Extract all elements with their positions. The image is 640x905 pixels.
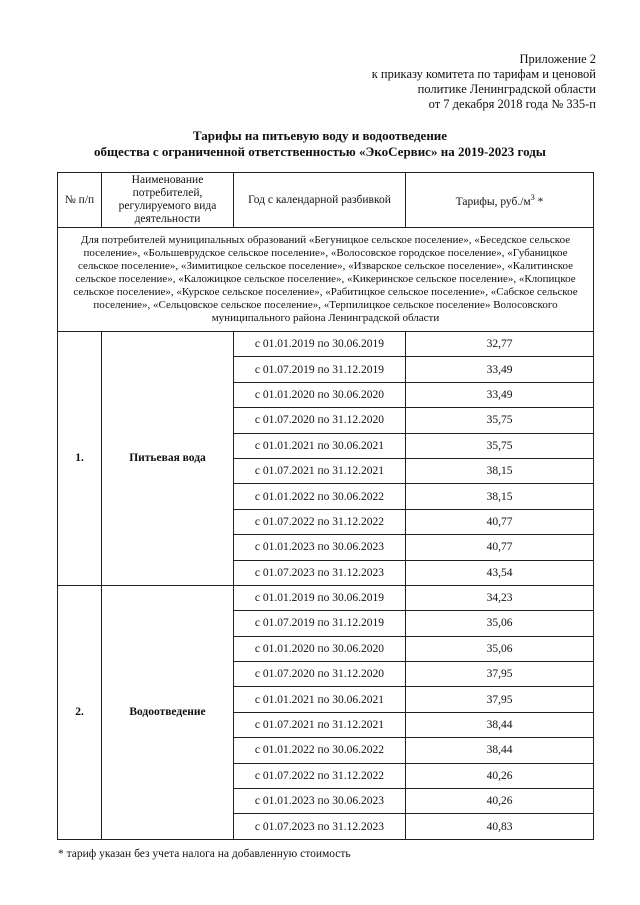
period-cell: с 01.07.2020 по 31.12.2020 <box>234 662 406 687</box>
group-name: Водоотведение <box>102 585 234 839</box>
tariff-cell: 40,26 <box>406 789 594 814</box>
period-cell: с 01.01.2020 по 30.06.2020 <box>234 636 406 661</box>
appendix-line: от 7 декабря 2018 года № 335-п <box>428 97 596 111</box>
header-num: № п/п <box>58 173 102 228</box>
group-number: 2. <box>58 585 102 839</box>
appendix-line: к приказу комитета по тарифам и ценовой <box>371 67 596 81</box>
municipalities-row <box>58 228 594 332</box>
period-cell: с 01.01.2020 по 30.06.2020 <box>234 382 406 407</box>
tariff-cell: 35,75 <box>406 408 594 433</box>
tariff-cell: 40,26 <box>406 763 594 788</box>
appendix-block <box>296 52 596 112</box>
footnote: * тариф указан без учета налога на добавленную стоимость <box>58 848 351 860</box>
tariff-cell: 40,77 <box>406 535 594 560</box>
header-name: Наименование потребителей, регулируемого вида деятельности <box>102 173 234 228</box>
document-title <box>30 128 610 160</box>
period-cell: с 01.01.2022 по 30.06.2022 <box>234 484 406 509</box>
table-header-row <box>58 173 594 228</box>
tariff-cell: 38,44 <box>406 712 594 737</box>
tariff-cell: 35,06 <box>406 611 594 636</box>
table-row <box>58 332 594 357</box>
tariff-cell: 40,77 <box>406 509 594 534</box>
period-cell: с 01.07.2020 по 31.12.2020 <box>234 408 406 433</box>
header-tariff <box>406 173 594 228</box>
tariff-cell: 35,06 <box>406 636 594 661</box>
tariff-cell: 35,75 <box>406 433 594 458</box>
period-cell: с 01.07.2023 по 31.12.2023 <box>234 560 406 585</box>
period-cell: с 01.01.2019 по 30.06.2019 <box>234 332 406 357</box>
tariff-cell: 38,44 <box>406 738 594 763</box>
period-cell: с 01.01.2022 по 30.06.2022 <box>234 738 406 763</box>
tariff-cell: 32,77 <box>406 332 594 357</box>
appendix-line: Приложение 2 <box>519 52 596 66</box>
municipalities-cell: Для потребителей муниципальных образований «Бегуницкое сельское поселение», «Беседское сельское поселение», «Большеврудское сельское поселение», «Волосовское городское поселение», «Губаницкое сельское поселение», «Зимитицкое сельское поселение», «Изварское сельское поселение», «Калитинское сельское поселение», «Каложицкое сельское поселение», «Кикеринское сельское поселение», «Клопицкое сельское поселение», «Курское сельское поселение», «Рабитицкое сельское поселение», «Сабское сельское поселение», «Сельцовское сельское поселение», «Терпилицкое сельское поселение» Волосовского муниципального района Ленинградской области <box>58 228 594 332</box>
tariff-cell: 34,23 <box>406 585 594 610</box>
header-tariff-label: Тарифы, руб./м <box>455 195 531 208</box>
period-cell: с 01.07.2019 по 31.12.2019 <box>234 357 406 382</box>
period-cell: с 01.01.2019 по 30.06.2019 <box>234 585 406 610</box>
period-cell: с 01.01.2021 по 30.06.2021 <box>234 687 406 712</box>
header-tariff-sup: 3 <box>530 193 535 203</box>
table-row <box>58 585 594 610</box>
tariff-table <box>57 172 594 840</box>
tariff-cell: 38,15 <box>406 484 594 509</box>
tariff-cell: 33,49 <box>406 357 594 382</box>
appendix-line: политике Ленинградской области <box>417 82 596 96</box>
header-tariff-star: * <box>534 195 544 208</box>
period-cell: с 01.07.2019 по 31.12.2019 <box>234 611 406 636</box>
title-line: общества с ограниченной ответственностью «ЭкоСервис» на 2019-2023 годы <box>94 144 546 159</box>
period-cell: с 01.01.2021 по 30.06.2021 <box>234 433 406 458</box>
period-cell: с 01.01.2023 по 30.06.2023 <box>234 535 406 560</box>
tariff-cell: 33,49 <box>406 382 594 407</box>
title-line: Тарифы на питьевую воду и водоотведение <box>192 128 448 143</box>
period-cell: с 01.01.2023 по 30.06.2023 <box>234 789 406 814</box>
header-period: Год с календарной разбивкой <box>234 173 406 228</box>
tariff-cell: 37,95 <box>406 687 594 712</box>
tariff-cell: 40,83 <box>406 814 594 839</box>
group-number: 1. <box>58 332 102 586</box>
period-cell: с 01.07.2022 по 31.12.2022 <box>234 763 406 788</box>
tariff-cell: 38,15 <box>406 458 594 483</box>
tariff-cell: 43,54 <box>406 560 594 585</box>
period-cell: с 01.07.2022 по 31.12.2022 <box>234 509 406 534</box>
period-cell: с 01.07.2021 по 31.12.2021 <box>234 712 406 737</box>
period-cell: с 01.07.2021 по 31.12.2021 <box>234 458 406 483</box>
group-name: Питьевая вода <box>102 332 234 586</box>
tariff-cell: 37,95 <box>406 662 594 687</box>
period-cell: с 01.07.2023 по 31.12.2023 <box>234 814 406 839</box>
